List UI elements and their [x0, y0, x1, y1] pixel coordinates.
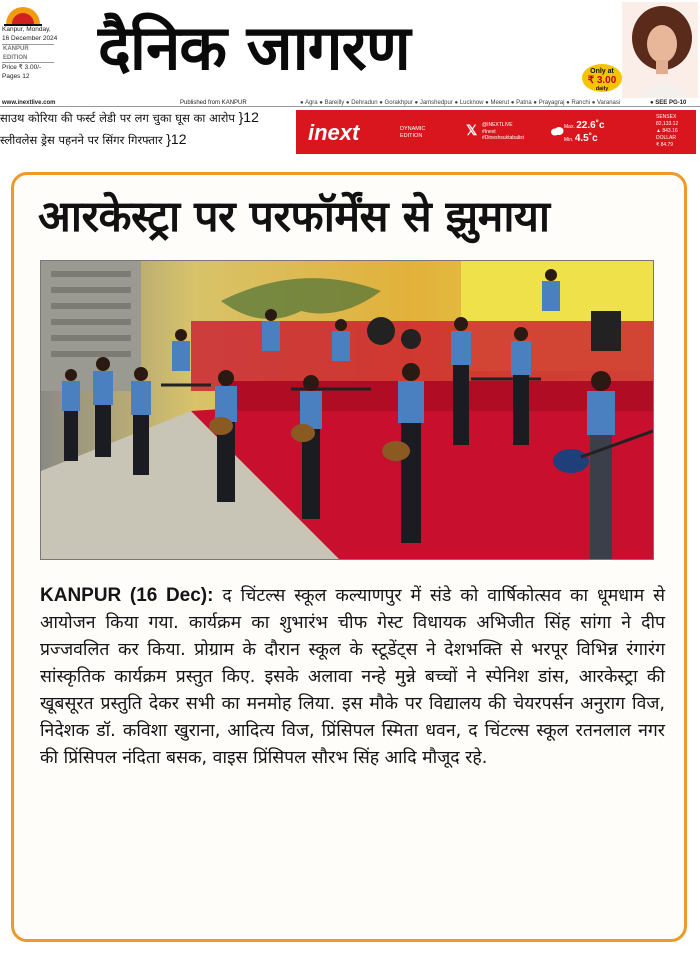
article-body-text: द चिंटल्स स्कूल कल्याणपुर में संडे को वार्षिकोत्सव का धूमधाम से आयोजन किया गया. कार्यक्रम का शुभारंभ चीफ गेस्ट विधायक अभिजीत सिंह सांगा ने दीप प्रज्जवलित कर किया. प्रोग्राम के दौरान स्कूल के स्टूडेंट्स ने देशभक्ति से भरपूर विभिन्न रंगारंग सांस्कृतिक कार्यक्रम प्रस्तुत किए. इसके अलावा नन्हे मुन्ने बच्चों ने स्पेनिश डांस, आरकेस्ट्रा की खूबसूरत प्रस्तुति देकर सभी का मनमोह लिया. इस मौके पर विद्यालय की चेयरपर्सन अनुराग विज, निदेशक डॉ. कविशा खुराना, आदित्य विज, प्रिंसिपल स्मिता धवन, द चिंटल्स स्कूल रतनलाल नगर की प्रिंसिपल नंदिता बसक, वाइस प्रिंसिपल सौरभ सिंह आदि मौजूद रहे.: [40, 586, 665, 768]
dollar-label: DOLLAR: [656, 135, 677, 141]
celebrity-portrait-image: [622, 2, 698, 98]
teaser-headline-1-text: साउथ कोरिया की फर्स्ट लेडी पर लग चुका घूस का आरोप: [0, 111, 235, 125]
min-label: Min.: [564, 137, 574, 143]
inext-banner: [296, 110, 696, 154]
website-link[interactable]: www.inextlive.com: [2, 100, 56, 106]
sensex-change: ▲ 843.16: [656, 128, 678, 134]
edition-info: [2, 26, 57, 81]
teaser-headline-2-page: }12: [166, 131, 187, 147]
inext-sub1: DYNAMIC: [400, 126, 426, 132]
inext-brand: inext: [308, 120, 360, 145]
x-handle-3: #Dineshsuktabalist: [482, 135, 524, 141]
article-headline: आरकेस्ट्रा पर परफॉर्मेंस से झुमाया: [38, 192, 550, 242]
masthead-strip: [0, 100, 700, 107]
city-day: Kanpur, Monday,: [2, 26, 51, 33]
published-from: Published from KANPUR: [180, 100, 247, 106]
issue-date: 16 December 2024: [2, 34, 58, 42]
price-badge: [582, 64, 622, 92]
weather-cloud-icon: [550, 126, 564, 136]
x-logo-icon: 𝕏: [466, 122, 478, 138]
price-badge-line3: daily: [595, 86, 609, 92]
temperature-block: [564, 120, 605, 146]
newspaper-title: दैनिक जागरण: [98, 11, 410, 84]
teaser-headline-2[interactable]: [0, 132, 186, 147]
x-handle-2: #Inext: [482, 128, 496, 135]
x-handle-1: @INEXTLIVE: [482, 122, 513, 128]
x-handles: [482, 122, 524, 142]
teaser-headline-2-text: स्लीवलेस ड्रेस पहनने पर सिंगर गिरफ्तार: [0, 133, 163, 147]
min-temp: 4.5˚c: [574, 133, 598, 144]
article-body: [40, 582, 665, 772]
teaser-headline-1[interactable]: [0, 110, 259, 125]
market-block: [656, 114, 678, 149]
article-dateline: KANPUR (16 Dec):: [40, 585, 214, 606]
jagran-sun-logo: [4, 4, 42, 26]
sensex-value: 82,133.12: [656, 121, 679, 127]
sensex-label: SENSEX: [656, 114, 677, 120]
inext-subtitle: [400, 126, 425, 140]
teaser-headline-1-page: }12: [238, 109, 259, 125]
price-text: Price ₹ 3.00/-: [2, 64, 42, 71]
pages-text: Pages 12: [2, 72, 30, 80]
dollar-value: ₹ 84.79: [656, 142, 674, 148]
max-label: Max.: [564, 124, 575, 130]
price-badge-line1: Only at: [590, 68, 614, 75]
edition-label: KANPUR EDITION: [2, 44, 54, 63]
price-badge-line2: ₹ 3.00: [587, 75, 617, 86]
masthead: [0, 0, 700, 100]
orchestra-performance-photo: [40, 260, 654, 560]
city-list: ● Agra ● Bareilly ● Dehradun ● Gorakhpur ● Jamshedpur ● Lucknow ● Meerut ● Patna ● Prayagraj ● Ranchi ● Varanasi: [300, 100, 621, 106]
see-page-note: ● SEE PG-10: [650, 100, 687, 106]
orchestra-photo-image: [41, 261, 654, 560]
max-temp: 22.6˚c: [576, 120, 605, 131]
inext-sub2: EDITION: [400, 133, 423, 139]
